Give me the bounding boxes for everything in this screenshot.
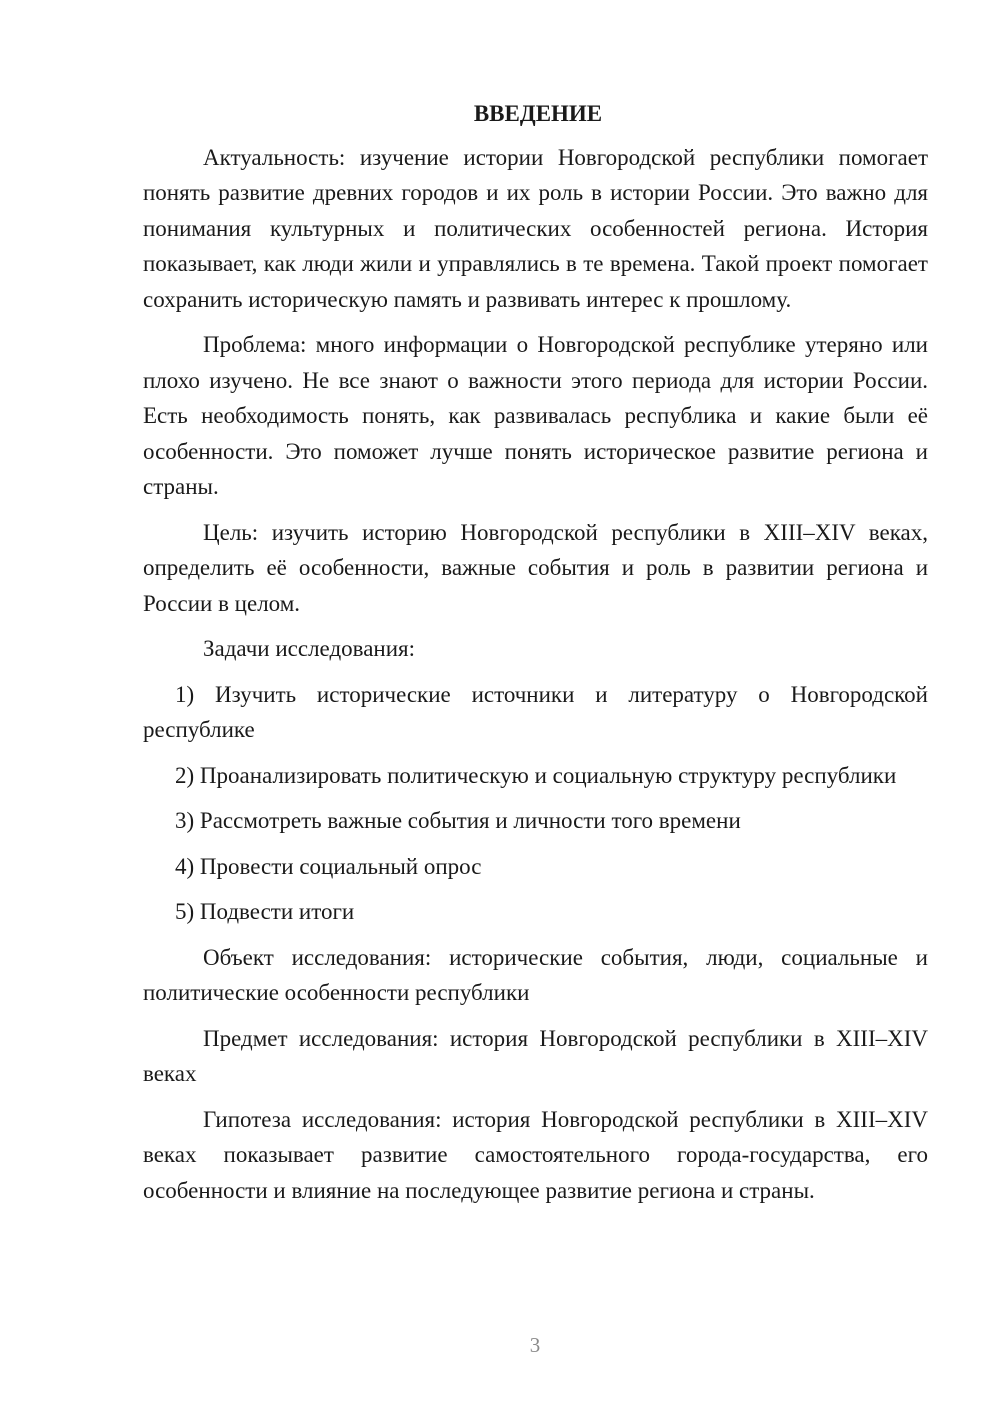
goal-paragraph: Цель: изучить историю Новгородской республики в XIII–XIV веках, определить её особенности, важные события и роль в развитии региона и России в целом. — [143, 519, 928, 616]
problem-paragraph: Проблема: много информации о Новгородской республике утеряно или плохо изучено. Не все знают о важности этого периода для истории России. Есть необходимость понять, как развивалась республика и какие были её особенности. Это поможет лучше понять историческое развитие региона и страны. — [143, 332, 928, 499]
task-item: 1) Изучить исторические источники и литературу о Новгородской республике — [143, 681, 928, 742]
task-item: 5) Подвести итоги — [175, 899, 355, 924]
task-item: 2) Проанализировать политическую и социальную структуру республики — [175, 762, 897, 788]
section-title: ВВЕДЕНИЕ — [473, 101, 603, 126]
hypothesis-paragraph: Гипотеза исследования: история Новгородской республики в XIII–XIV веках показывает развитие самостоятельного города-государства, его особенности и влияние на последующее развитие региона и страны. — [143, 1106, 928, 1203]
relevance-paragraph: Актуальность: изучение истории Новгородской республики помогает понять развитие древних городов и их роль в истории России. Это важно для понимания культурных и политических особенностей региона. История показывает, как люди жили и управлялись в те времена. Такой проект помогает сохранить историческую память и развивать интерес к прошлому. — [143, 144, 928, 312]
document-body — [143, 96, 928, 1218]
page-number: 3 — [529, 1333, 541, 1357]
object-paragraph: Объект исследования: исторические события, люди, социальные и политические особенности республики — [143, 944, 928, 1005]
subject-paragraph: Предмет исследования: история Новгородской республики в XIII–XIV веках — [143, 1025, 928, 1086]
task-item: 3) Рассмотреть важные события и личности того времени — [175, 808, 741, 833]
task-item: 4) Провести социальный опрос — [175, 853, 482, 879]
tasks-heading: Задачи исследования: — [203, 636, 416, 661]
